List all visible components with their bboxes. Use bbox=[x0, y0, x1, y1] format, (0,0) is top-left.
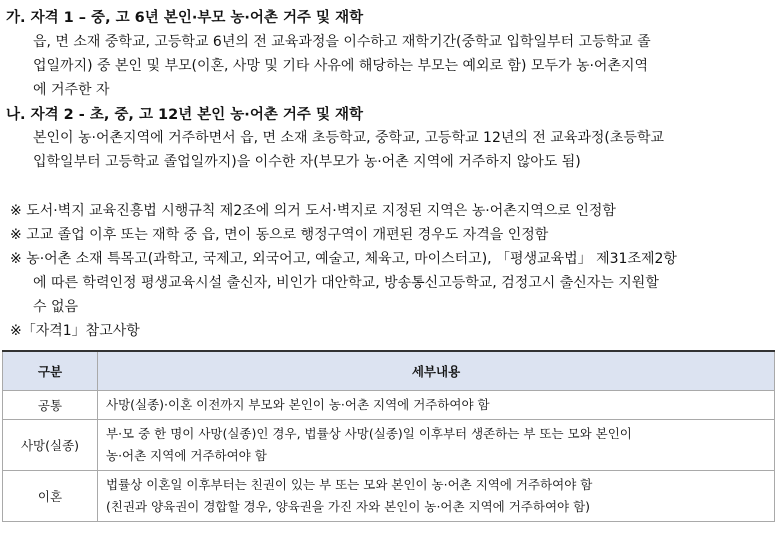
section-2-text-line: 본인이 농·어촌지역에 거주하면서 읍, 면 소재 초등학교, 중학교, 고등학교 12년의 전 교육과정(초등학교 bbox=[33, 130, 664, 146]
table-cell-details bbox=[98, 420, 775, 471]
table-cell-details bbox=[98, 471, 775, 522]
table-cell-category: 공통 bbox=[3, 391, 98, 420]
detail-line: 농·어촌 지역에 거주하여야 함 bbox=[106, 448, 267, 463]
table-cell-details bbox=[98, 391, 775, 420]
note-item: ※ 고교 졸업 이후 또는 재학 중 읍, 면이 동으로 행정구역이 개편된 경우도 자격을 인정함 bbox=[10, 227, 549, 243]
section-title-qualification-1: 가. 자격 1 – 중, 고 6년 본인·부모 농·어촌 거주 및 재학 bbox=[6, 10, 364, 26]
table-header-category: 구분 bbox=[3, 351, 98, 391]
section-1-text-line: 에 거주한 자 bbox=[33, 82, 110, 98]
detail-line: 사망(실종)·이혼 이전까지 부모와 본인이 농·어촌 지역에 거주하여야 함 bbox=[106, 397, 490, 412]
table-cell-category: 이혼 bbox=[3, 471, 98, 522]
note-item: ※ 도서·벽지 교육진흥법 시행규칙 제2조에 의거 도서·벽지로 지정된 지역은 농·어촌지역으로 인정함 bbox=[10, 203, 616, 219]
detail-line: 법률상 이혼일 이후부터는 친권이 있는 부 또는 모와 본인이 농·어촌 지역에 거주하여야 함 bbox=[106, 477, 593, 492]
table-row bbox=[3, 391, 775, 420]
detail-line: 부·모 중 한 명이 사망(실종)인 경우, 법률상 사망(실종)일 이후부터 생존하는 부 또는 모와 본인이 bbox=[106, 426, 632, 441]
section-title-qualification-2: 나. 자격 2 - 초, 중, 고 12년 본인 농·어촌 거주 및 재학 bbox=[6, 107, 364, 123]
detail-line: (친권과 양육권이 경합할 경우, 양육권을 가진 자와 본인이 농·어촌 지역에 거주하여야 함) bbox=[106, 499, 591, 514]
section-1-text-line: 읍, 면 소재 중학교, 고등학교 6년의 전 교육과정을 이수하고 재학기간(중학교 입학일부터 고등학교 졸 bbox=[33, 34, 651, 50]
section-1-text-line: 업일까지) 중 본인 및 부모(이혼, 사망 및 기타 사유에 해당하는 부모는 예외로 함) 모두가 농·어촌지역 bbox=[33, 58, 649, 74]
table-row bbox=[3, 420, 775, 471]
section-2-text-line: 입학일부터 고등학교 졸업일까지)을 이수한 자(부모가 농·어촌 지역에 거주하지 않아도 됨) bbox=[33, 154, 581, 170]
note-item: ※ 농·어촌 소재 특목고(과학고, 국제고, 외국어고, 예술고, 체육고, 마이스터고), 「평생교육법」 제31조제2항 bbox=[10, 251, 677, 267]
note-item-continued: 에 따른 학력인정 평생교육시설 출신자, 비인가 대안학교, 방송통신고등학교, 검정고시 출신자는 지원할 bbox=[33, 275, 659, 291]
reference-table bbox=[2, 350, 775, 522]
table-cell-category: 사망(실종) bbox=[3, 420, 98, 471]
table-header-details: 세부내용 bbox=[98, 351, 775, 391]
note-item-continued: 수 없음 bbox=[33, 299, 79, 315]
note-reference-heading: ※「자격1」참고사항 bbox=[10, 323, 140, 339]
table-row bbox=[3, 471, 775, 522]
